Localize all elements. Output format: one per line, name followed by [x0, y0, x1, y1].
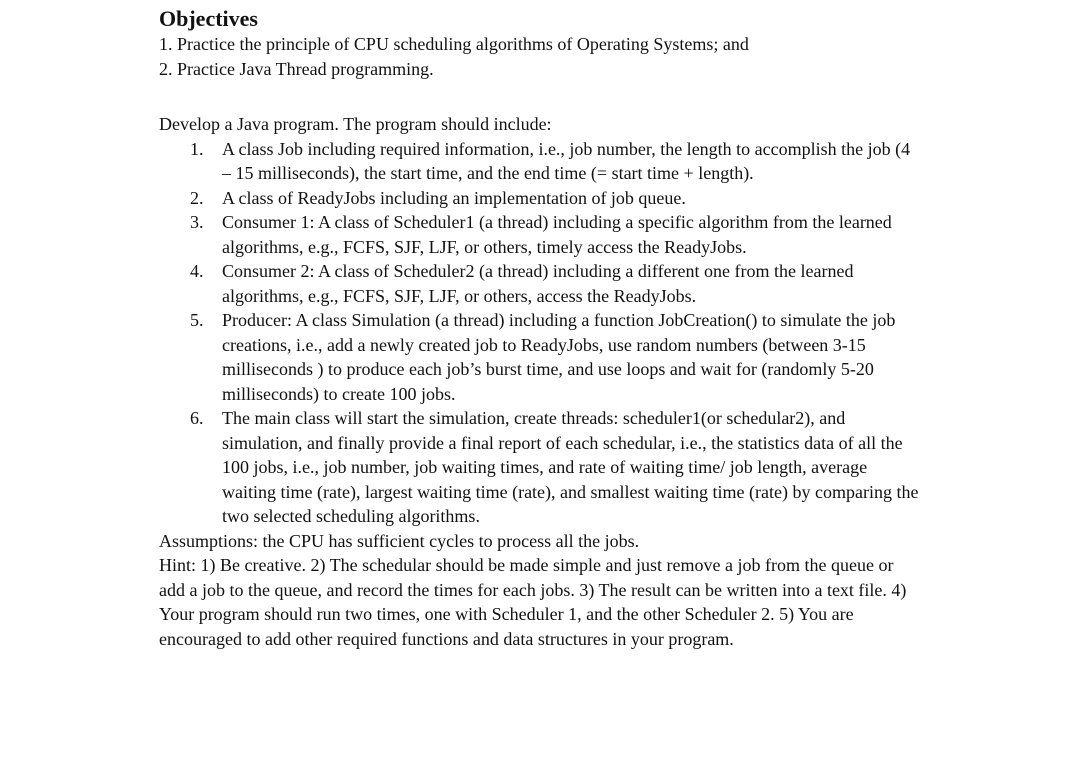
hint-paragraph: Hint: 1) Be creative. 2) The schedular should be made simple and just remove a job from the queue or add a job to the queue, and record the times for each jobs. 3) The result can be written into a text file. 4) Your program should run two times, one with Scheduler 1, and the other Scheduler 2. 5) You are encouraged to add other required functions and data structures in your program.: [159, 555, 907, 649]
requirement-number: 2.: [190, 187, 204, 208]
assumptions-paragraph: Assumptions: the CPU has sufficient cycles to process all the jobs.: [159, 530, 640, 551]
requirements-list: [159, 137, 1059, 529]
requirement-number: 1.: [190, 138, 204, 159]
requirement-number: 5.: [190, 310, 204, 330]
task-intro: Develop a Java program. The program should include:: [159, 114, 552, 134]
requirement-item-6: [159, 406, 922, 529]
requirement-item-4: [159, 259, 922, 308]
requirement-text: Consumer 1: A class of Scheduler1 (a thread) including a specific algorithm from the learned algorithms, e.g., FCFS, SJF, LJF, or others, timely access the ReadyJobs.: [222, 212, 892, 257]
requirement-item-2: [159, 186, 922, 211]
requirement-number: 4.: [190, 261, 204, 281]
requirement-text: Producer: A class Simulation (a thread) including a function JobCreation() to simulate the job creations, i.e., add a newly created job to ReadyJobs, use random numbers (between 3-15 milliseconds ) to produce each job’s burst time, and use loops and wait for (randomly 5-20 milliseconds) to create 100 jobs.: [222, 310, 896, 404]
requirement-number: 3.: [190, 212, 204, 232]
requirement-text: A class of ReadyJobs including an implementation of job queue.: [222, 187, 686, 208]
requirement-text: Consumer 2: A class of Scheduler2 (a thread) including a different one from the learned algorithms, e.g., FCFS, SJF, LJF, or others, access the ReadyJobs.: [222, 261, 854, 306]
requirement-text: A class Job including required information, i.e., job number, the length to accomplish the job (4 – 15 milliseconds), the start time, and the end time (= start time + length).: [222, 138, 911, 183]
requirement-item-1: [159, 137, 922, 186]
requirement-number: 6.: [190, 408, 204, 428]
requirement-text: The main class will start the simulation, create threads: scheduler1(or schedular2), and simulation, and finally provide a final report of each schedular, i.e., the statistics data of all the 100 jobs, i.e., job number, job waiting times, and rate of waiting time/ job length, average waiting time (rate), largest waiting time (rate), and smallest waiting time (rate) by comparing the two selected scheduling algorithms.: [222, 408, 919, 526]
assignment-document: [159, 6, 1059, 651]
objectives-heading: Objectives: [159, 6, 258, 31]
objective-item-1: 1. Practice the principle of CPU scheduling algorithms of Operating Systems; and: [159, 34, 749, 54]
objective-item-2: 2. Practice Java Thread programming.: [159, 58, 434, 79]
section-spacer: [159, 81, 1059, 112]
requirement-item-3: [159, 210, 922, 259]
requirement-item-5: [159, 308, 922, 406]
